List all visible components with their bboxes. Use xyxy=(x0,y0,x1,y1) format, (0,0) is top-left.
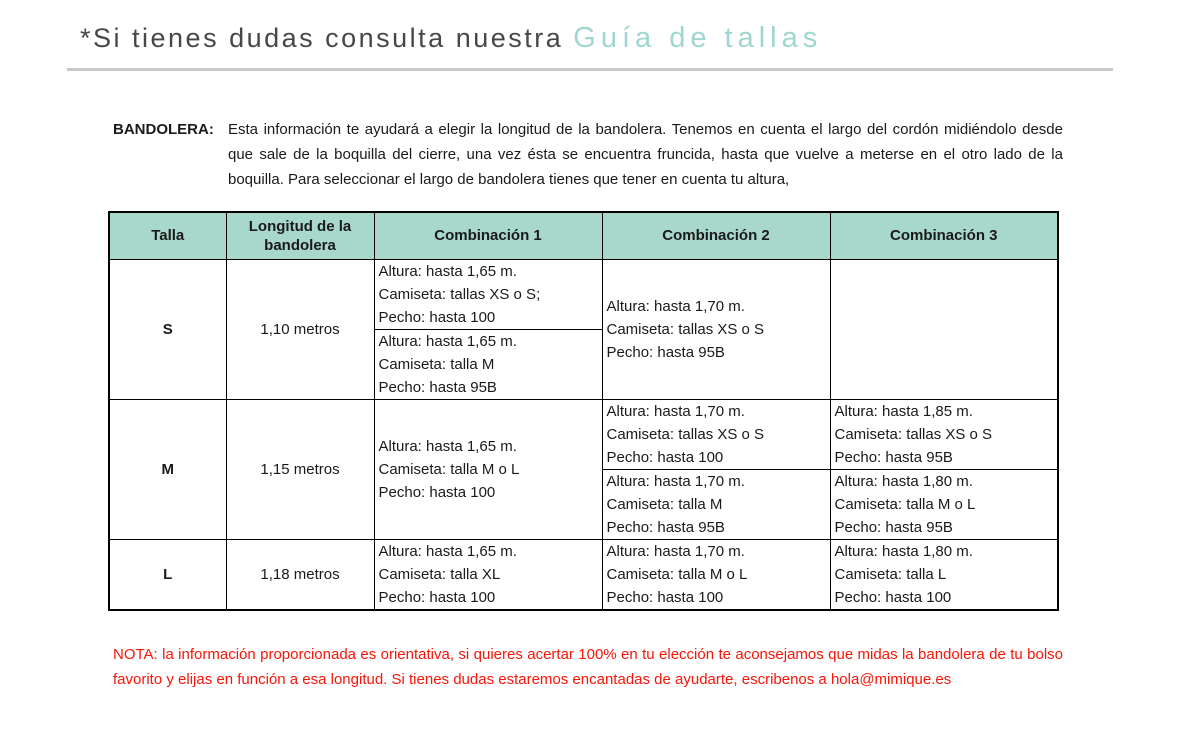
cell-m-comb3-lower xyxy=(830,469,1058,539)
camiseta-line: Camiseta: talla M xyxy=(378,355,495,373)
camiseta-line: Camiseta: tallas XS o S xyxy=(834,425,993,443)
col-header-longitud: Longitud de la bandolera xyxy=(226,212,374,259)
altura-line: Altura: hasta 1,85 m. xyxy=(834,402,973,420)
page-title xyxy=(0,0,1179,55)
camiseta-line: Camiseta: tallas XS o S; xyxy=(378,285,541,303)
altura-line: Altura: hasta 1,70 m. xyxy=(606,472,745,490)
cell-l-comb2 xyxy=(602,539,830,610)
contact-email: hola@mimique.es xyxy=(830,670,952,688)
cell-s-comb1-upper xyxy=(374,259,602,329)
cell-l-comb1 xyxy=(374,539,602,610)
pecho-line: Pecho: hasta 95B xyxy=(606,518,725,536)
cell-s-comb3-empty xyxy=(830,259,1058,399)
table-header-row xyxy=(109,212,1058,259)
sizes-table xyxy=(108,211,1059,611)
pecho-line: Pecho: hasta 100 xyxy=(606,588,724,606)
cell-s-comb1-lower xyxy=(374,329,602,399)
col-header-combinacion-3: Combinación 3 xyxy=(830,212,1058,259)
size-guide-link[interactable]: Guía de tallas xyxy=(573,22,823,54)
cell-l-comb3 xyxy=(830,539,1058,610)
altura-line: Altura: hasta 1,70 m. xyxy=(606,297,745,315)
pecho-line: Pecho: hasta 100 xyxy=(606,448,724,466)
altura-line: Altura: hasta 1,65 m. xyxy=(378,542,517,560)
pecho-line: Pecho: hasta 100 xyxy=(378,483,496,501)
page-title-text: *Si tienes dudas consulta nuestra xyxy=(80,23,574,53)
cell-m-comb2-lower xyxy=(602,469,830,539)
camiseta-line: Camiseta: talla M o L xyxy=(606,565,748,583)
altura-line: Altura: hasta 1,65 m. xyxy=(378,437,517,455)
pecho-line: Pecho: hasta 100 xyxy=(378,308,496,326)
camiseta-line: Camiseta: tallas XS o S xyxy=(606,425,765,443)
intro-paragraph xyxy=(113,117,1063,192)
cell-s-comb2 xyxy=(602,259,830,399)
pecho-line: Pecho: hasta 95B xyxy=(834,448,953,466)
cell-l-talla: L xyxy=(109,539,226,610)
camiseta-line: Camiseta: tallas XS o S xyxy=(606,320,765,338)
cell-s-talla: S xyxy=(109,259,226,399)
pecho-line: Pecho: hasta 95B xyxy=(834,518,953,536)
cell-s-longitud: 1,10 metros xyxy=(226,259,374,399)
cell-m-talla: M xyxy=(109,399,226,539)
pecho-line: Pecho: hasta 95B xyxy=(606,343,725,361)
intro-text: Esta información te ayudará a elegir la longitud de la bandolera. Tenemos en cuenta el largo del cordón midiéndolo desde que sale de la boquilla del cierre, una vez ésta se encuentra fruncida, hasta que vuelve a meterse en el otro lado de la boquilla. Para seleccionar el largo de bandolera tienes que tener en cuenta tu altura, xyxy=(228,121,1063,188)
cell-m-comb2-upper xyxy=(602,399,830,469)
table-row-s xyxy=(109,259,1058,329)
cell-m-comb1 xyxy=(374,399,602,539)
camiseta-line: Camiseta: talla XL xyxy=(378,565,501,583)
cell-m-comb3-upper xyxy=(830,399,1058,469)
table-row-m xyxy=(109,399,1058,469)
pecho-line: Pecho: hasta 100 xyxy=(834,588,952,606)
camiseta-line: Camiseta: talla L xyxy=(834,565,947,583)
table-row-l xyxy=(109,539,1058,610)
altura-line: Altura: hasta 1,65 m. xyxy=(378,332,517,350)
col-header-combinacion-1: Combinación 1 xyxy=(374,212,602,259)
camiseta-line: Camiseta: talla M o L xyxy=(378,460,520,478)
camiseta-line: Camiseta: talla M o L xyxy=(834,495,976,513)
camiseta-line: Camiseta: talla M xyxy=(606,495,723,513)
nota-paragraph xyxy=(113,642,1063,692)
altura-line: Altura: hasta 1,80 m. xyxy=(834,472,973,490)
altura-line: Altura: hasta 1,80 m. xyxy=(834,542,973,560)
title-divider xyxy=(67,68,1113,71)
col-header-combinacion-2: Combinación 2 xyxy=(602,212,830,259)
col-header-talla: Talla xyxy=(109,212,226,259)
nota-text: NOTA: la información proporcionada es orientativa, si quieres acertar 100% en tu elección te aconsejamos que midas la bandolera de tu bolso favorito y elijas en función a esa longitud. Si tienes dudas estaremos encantadas de ayudarte, escribenos a xyxy=(113,645,1063,688)
cell-l-longitud: 1,18 metros xyxy=(226,539,374,610)
cell-m-longitud: 1,15 metros xyxy=(226,399,374,539)
altura-line: Altura: hasta 1,65 m. xyxy=(378,262,517,280)
altura-line: Altura: hasta 1,70 m. xyxy=(606,542,745,560)
intro-label: BANDOLERA: xyxy=(113,121,214,138)
altura-line: Altura: hasta 1,70 m. xyxy=(606,402,745,420)
pecho-line: Pecho: hasta 95B xyxy=(378,378,497,396)
pecho-line: Pecho: hasta 100 xyxy=(378,588,496,606)
